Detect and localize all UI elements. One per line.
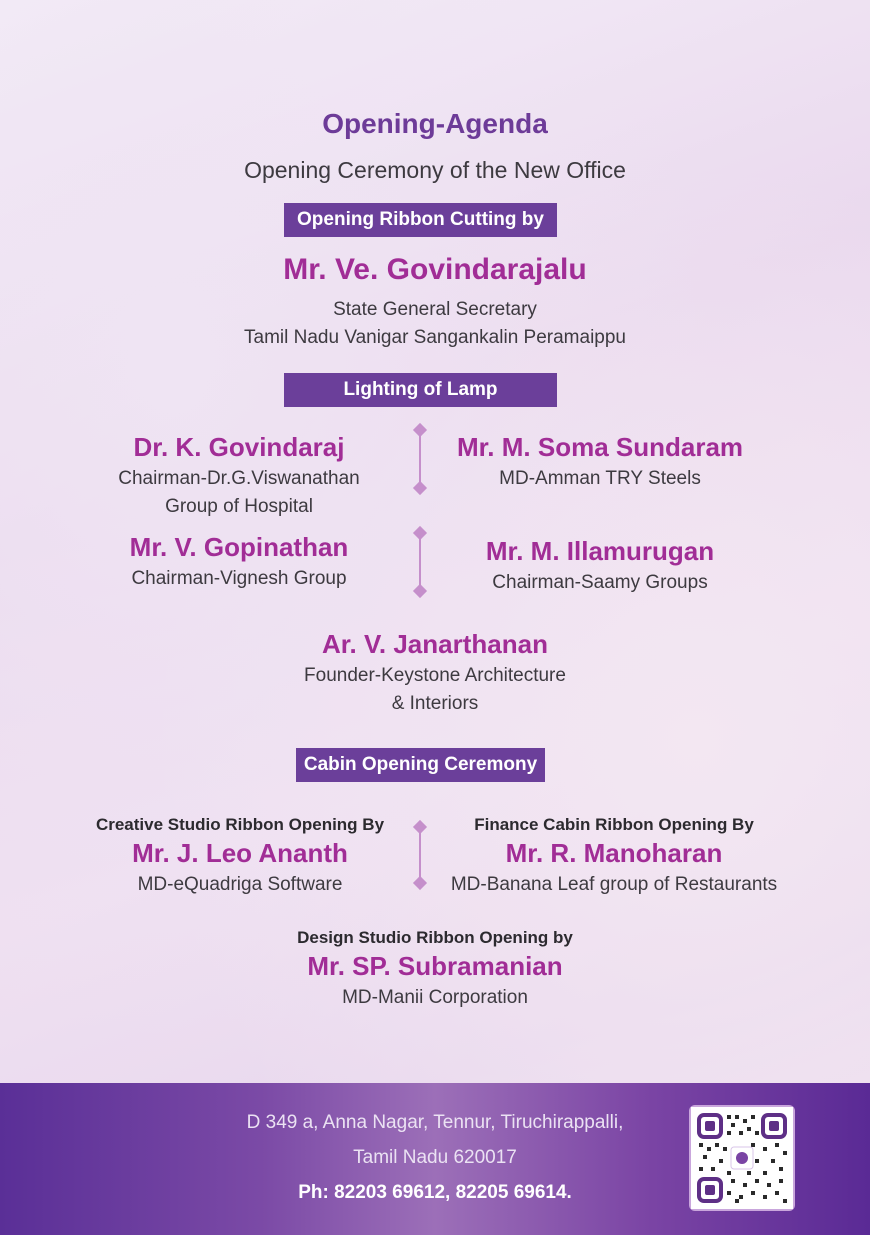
guest-desc: MD-Amman TRY Steels — [499, 468, 701, 489]
qr-code-icon[interactable] — [691, 1107, 793, 1209]
divider — [414, 425, 426, 493]
cabin-label: Finance Cabin Ribbon Opening By — [474, 815, 754, 834]
guest-desc: Chairman-Saamy Groups — [492, 572, 708, 593]
page-subtitle: Opening Ceremony of the New Office — [244, 157, 626, 183]
guest-desc: Chairman-Vignesh Group — [131, 568, 347, 589]
guest-desc: Founder-Keystone Architecture — [304, 665, 566, 686]
guest-name: Mr. M. Illamurugan — [485, 536, 715, 566]
guest-name: Ar. V. Janarthanan — [322, 629, 548, 659]
lamp-banner: Lighting of Lamp — [284, 373, 557, 407]
ribbon-banner: Opening Ribbon Cutting by — [284, 203, 557, 237]
divider — [414, 822, 426, 888]
lamp-guest-left-1 — [100, 432, 378, 521]
cabin-guest-center — [0, 928, 870, 1012]
guest-name: Mr. SP. Subramanian — [307, 951, 563, 981]
phone-number: Ph: 82203 69612, 82205 69614. — [298, 1182, 572, 1203]
guest-name: Mr. R. Manoharan — [505, 838, 723, 868]
ribbon-guest-name: Mr. Ve. Govindarajalu — [283, 253, 587, 286]
page-title: Opening-Agenda — [322, 108, 548, 139]
address-line-2: Tamil Nadu 620017 — [353, 1147, 517, 1168]
guest-name: Dr. K. Govindaraj — [133, 432, 345, 462]
address-line-1: D 349 a, Anna Nagar, Tennur, Tiruchirappalli, — [246, 1112, 624, 1133]
guest-desc: MD-Banana Leaf group of Restaurants — [450, 874, 778, 895]
lamp-guest-left-2 — [100, 532, 378, 593]
lamp-guest-center — [0, 629, 870, 718]
divider — [414, 528, 426, 596]
cabin-banner: Cabin Opening Ceremony — [296, 748, 545, 782]
qr-code-graphic — [691, 1107, 793, 1209]
ribbon-guest-org: Tamil Nadu Vanigar Sangankalin Peramaippu — [244, 327, 626, 348]
guest-name: Mr. J. Leo Ananth — [132, 838, 348, 868]
lamp-guest-right-1 — [450, 432, 750, 493]
guest-desc: Group of Hospital — [165, 496, 313, 517]
ribbon-guest-title: State General Secretary — [333, 299, 537, 320]
guest-name: Mr. V. Gopinathan — [129, 532, 349, 562]
guest-desc: Chairman-Dr.G.Viswanathan — [118, 468, 360, 489]
guest-name: Mr. M. Soma Sundaram — [456, 432, 744, 462]
cabin-guest-right — [450, 815, 778, 899]
cabin-guest-left — [92, 815, 388, 899]
guest-desc: & Interiors — [391, 693, 479, 714]
guest-desc: MD-eQuadriga Software — [137, 874, 343, 895]
cabin-label: Design Studio Ribbon Opening by — [297, 928, 573, 947]
cabin-label: Creative Studio Ribbon Opening By — [95, 815, 385, 834]
guest-desc: MD-Manii Corporation — [342, 987, 528, 1008]
lamp-guest-right-2 — [450, 536, 750, 597]
